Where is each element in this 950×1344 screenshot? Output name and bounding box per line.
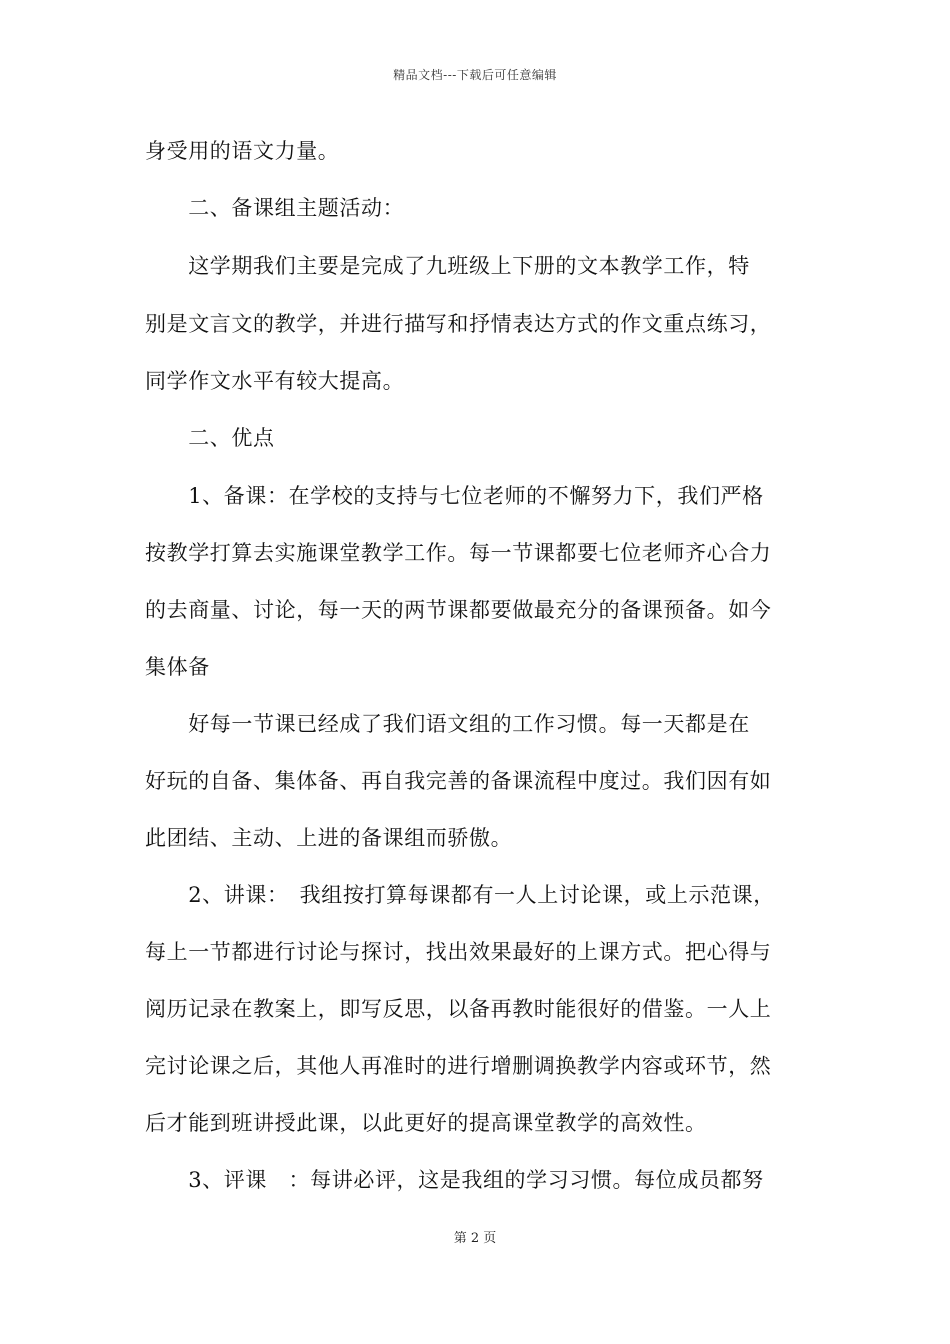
- body-line: 别是文言文的教学，并进行描写和抒情表达方式的作文重点练习，: [145, 312, 772, 336]
- section-heading: 二、优点: [145, 426, 275, 450]
- body-line: 的去商量、讨论，每一天的两节课都要做最充分的备课预备。如今: [145, 598, 772, 622]
- body-line: 好每一节课已经成了我们语文组的工作习惯。每一天都是在: [145, 712, 750, 736]
- body-line: 阅历记录在教案上，即写反思，以备再教时能很好的借鉴。一人上: [145, 997, 772, 1021]
- body-line: 1、备课：在学校的支持与七位老师的不懈努力下，我们严格: [145, 484, 764, 508]
- body-line: 3、评课 ：每讲必评，这是我组的学习习惯。每位成员都努: [145, 1168, 764, 1192]
- body-line: 此团结、主动、上进的备课组而骄傲。: [145, 826, 513, 850]
- page-number: 第 2 页: [453, 1231, 497, 1246]
- page-header: 精品文档---下载后可任意编辑: [393, 68, 557, 82]
- section-heading: 二、备课组主题活动：: [145, 196, 405, 220]
- body-line: 好玩的自备、集体备、再自我完善的备课流程中度过。我们因有如: [145, 769, 772, 793]
- body-line: 按教学打算去实施课堂教学工作。每一节课都要七位老师齐心合力: [145, 541, 772, 565]
- body-line: 集体备: [145, 655, 210, 679]
- body-line: 同学作文水平有较大提高。: [145, 369, 405, 393]
- body-line: 2、讲课： 我组按打算每课都有一人上讨论课，或上示范课，: [145, 883, 775, 907]
- body-line: 每上一节都进行讨论与探讨，找出效果最好的上课方式。把心得与: [145, 940, 772, 964]
- body-line: 身受用的语文力量。: [145, 139, 340, 163]
- body-line: 后才能到班讲授此课，以此更好的提高课堂教学的高效性。: [145, 1111, 707, 1135]
- body-line: 完讨论课之后，其他人再准时的进行增删调换教学内容或环节，然: [145, 1054, 772, 1078]
- body-line: 这学期我们主要是完成了九班级上下册的文本教学工作，特: [145, 254, 750, 278]
